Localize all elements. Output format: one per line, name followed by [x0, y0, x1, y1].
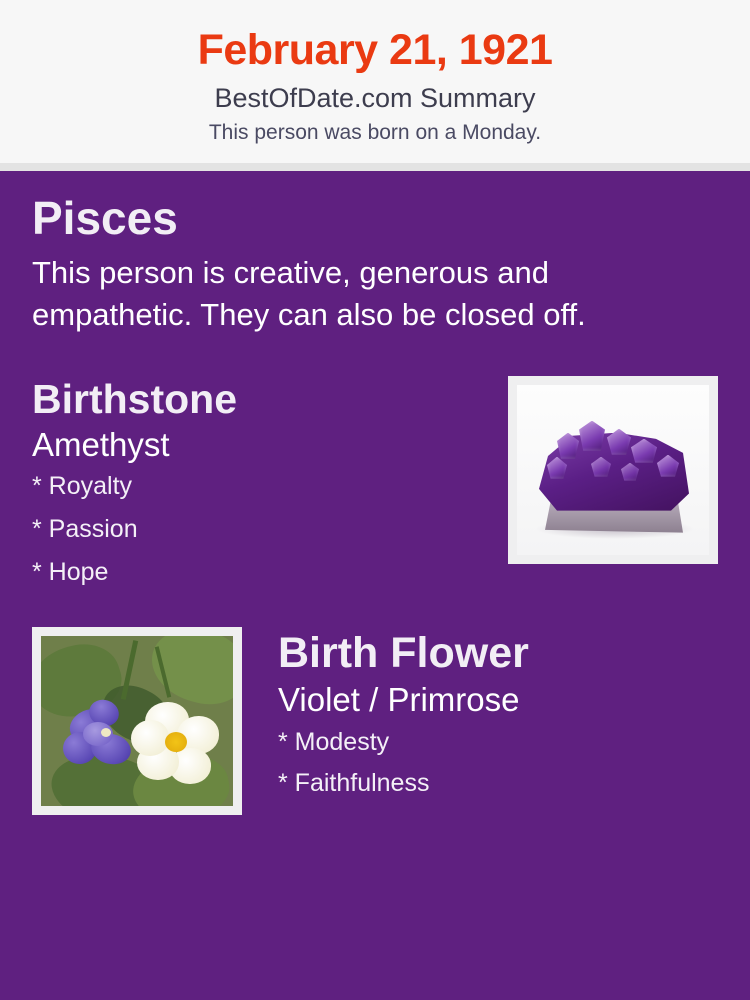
birthstone-text — [32, 376, 237, 604]
card-header — [0, 0, 750, 163]
birth-weekday-text: This person was born on a Monday. — [208, 121, 542, 145]
birth-flower-title: Birth Flower — [278, 629, 529, 678]
birth-flower-section — [32, 627, 718, 815]
birth-flower-trait: * Modesty — [278, 728, 390, 757]
zodiac-sign-name: Pisces — [32, 192, 178, 245]
site-summary-label: BestOfDate.com Summary — [214, 83, 536, 114]
birthstone-image-frame — [508, 376, 718, 564]
birth-flower-trait: * Faithfulness — [278, 769, 430, 798]
header-divider — [0, 163, 750, 171]
page-title: February 21, 1921 — [197, 26, 553, 74]
amethyst-crystal-photo — [517, 385, 709, 555]
violet-primrose-photo — [41, 636, 233, 806]
birthstone-trait: * Royalty — [32, 472, 133, 501]
birth-flower-text — [242, 627, 529, 812]
zodiac-description: This person is creative, generous and empathetic. They can also be closed off. — [32, 254, 586, 332]
card-body — [0, 171, 750, 1000]
birthstone-title: Birthstone — [32, 375, 237, 422]
primrose-petal — [131, 720, 169, 756]
birthstone-section — [32, 376, 718, 604]
birthstone-trait: * Hope — [32, 558, 109, 587]
crystal-point — [579, 421, 605, 451]
birthstone-trait: * Passion — [32, 515, 138, 544]
birth-flower-image-frame — [32, 627, 242, 815]
birthstone-name: Amethyst — [32, 425, 170, 463]
birth-flower-name: Violet / Primrose — [278, 681, 520, 719]
